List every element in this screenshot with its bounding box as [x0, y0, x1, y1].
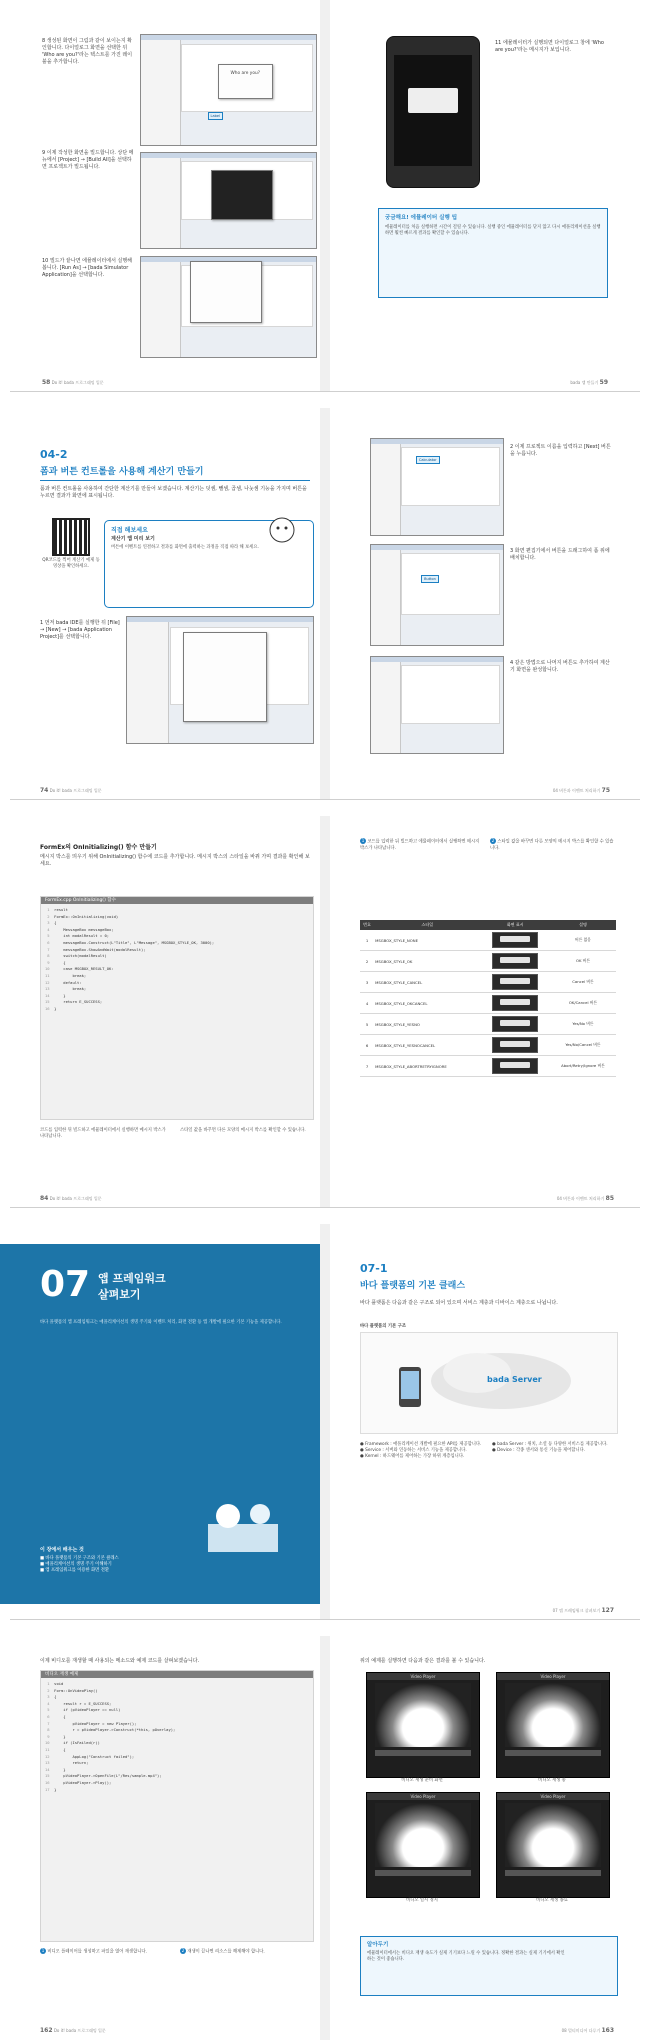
tip-box: [378, 208, 608, 298]
code-line: 4 MessageBox messageBox;: [45, 926, 114, 932]
footer-title: Do it! bada 프로그래밍 입문: [51, 380, 104, 385]
code-lines: [41, 904, 313, 1013]
table-header: 스타일: [374, 920, 481, 930]
learn-item: ■ 앱 프레임워크를 이용한 화면 전환: [40, 1568, 109, 1573]
qr-code-icon: [52, 518, 90, 556]
calculator-screenshot-1: [370, 438, 504, 536]
table-cell: MSGBOX_STYLE_ABORTRETRYIGNORE: [374, 1056, 481, 1077]
table-cell: 1: [360, 930, 374, 951]
step-1-text: 1 먼저 bada IDE를 실행한 뒤 [File] → [New] → [bada Application Project]를 선택합니다.: [40, 620, 120, 640]
table-cell: [481, 993, 550, 1014]
code-note-left: 1 비디오 플레이어를 생성하고 파일을 열어 재생합니다.: [41, 1948, 147, 1955]
phone-title: Video Player: [367, 1793, 479, 1800]
section-number: 04-2: [40, 448, 68, 461]
video-phone-screenshot: [496, 1792, 610, 1898]
table-header: 번호: [360, 920, 374, 930]
step-9-text: 9 이제 작성한 화면을 빌드합니다. 상단 메뉴에서 [Project] → [Build All]을 선택하면 프로젝트가 빌드됩니다.: [42, 150, 134, 170]
bullets-left: ● Framework : 애플리케이션 개발에 필요한 API를 제공합니다. ● Service : 서버와 연동하는 서비스 기능을 제공합니다. ● Kernel : 하드웨어를 제어하는 가장 하위 계층입니다.: [360, 1442, 482, 1459]
code-line: 8 r = pVideoPlayer->Construct(*this, pOverlay);: [45, 1727, 176, 1733]
diagram-label: 바다 플랫폼의 기본 구조: [360, 1324, 406, 1329]
section-number: 07-1: [360, 1262, 388, 1275]
subsection-heading: FormEx의 OnInitializing() 함수 만들기: [40, 844, 157, 851]
step-2-text: 2 이제 프로젝트 이름을 입력하고 [Next] 버튼을 누릅니다.: [510, 444, 611, 457]
footer-right: [562, 2027, 614, 2034]
code-note-left: 코드를 입력한 뒤 빌드하고 에뮬레이터에서 실행하면 메시지 박스가 나타납니다.: [40, 1128, 166, 1139]
control-bar[interactable]: [505, 1750, 601, 1756]
table-cell: 2: [360, 951, 374, 972]
footer-title: 04 버튼과 이벤트 처리하기: [556, 1196, 605, 1201]
code-title: 비디오 재생 예제: [41, 1671, 313, 1678]
page-84: [0, 816, 320, 1208]
step-3-text: 3 화면 편집기에서 버튼을 드래그하여 폼 위에 배치합니다.: [510, 548, 610, 561]
callout-calculator: Calculator: [416, 456, 440, 464]
section-title: 바다 플랫폼의 기본 클래스: [360, 1281, 466, 1291]
mascot-icon: [262, 514, 302, 544]
bullets-right: ● bada Server : 위치, 소셜 등 다양한 서비스를 제공합니다. ● Device : 각종 센서와 통신 기능을 제어합니다.: [492, 1442, 608, 1453]
table-cell: MSGBOX_STYLE_NONE: [374, 930, 481, 951]
calculator-screenshot-3: [370, 656, 504, 754]
tip-title: 궁금해요! 에뮬레이터 실행 팁: [385, 215, 458, 221]
table-row: [360, 1056, 616, 1077]
code-line: 15 return E_SUCCESS;: [45, 999, 103, 1005]
code-title: FormEx.cpp OnInitializing() 함수: [41, 897, 313, 904]
chapter-illustration-icon: [188, 1494, 298, 1554]
code-note-right: 2 재생이 끝나면 리소스를 해제해야 합니다.: [181, 1948, 265, 1955]
gutter: [320, 0, 330, 392]
footer-right: [570, 379, 608, 386]
table-cell: Abort/Retry/Ignore 버튼: [550, 1056, 616, 1077]
server-label: bada Server: [487, 1375, 542, 1384]
table-cell: MSGBOX_STYLE_YESNO: [374, 1014, 481, 1035]
code-line: 1 void: [45, 1681, 64, 1686]
code-line: 4 result r = E_SUCCESS;: [45, 1700, 112, 1706]
footer-right: [553, 787, 610, 794]
table-cell: MSGBOX_STYLE_CANCEL: [374, 972, 481, 993]
step-11-text: 11 에뮬레이터가 실행되면 다이얼로그 창에 'Who are you?'라는 메시지가 보입니다.: [495, 40, 604, 53]
table-cell: Yes/No/Cancel 버튼: [550, 1035, 616, 1056]
spread-4: [0, 1224, 650, 1620]
table-cell: 4: [360, 993, 374, 1014]
control-bar[interactable]: [505, 1870, 601, 1876]
phone-caption: 비디오 일시 정지: [406, 1898, 438, 1903]
code-line: 9 }: [45, 1733, 66, 1739]
section-intro: 폼과 버튼 컨트롤을 사용하여 간단한 계산기를 만들어 보겠습니다. 계산기는 덧셈, 뺄셈, 곱셈, 나눗셈 기능을 가지며 버튼을 누르면 결과가 화면에 표시됩니다.: [40, 486, 307, 499]
code-block-1: [40, 896, 314, 1120]
calculator-screenshot-2: [370, 544, 504, 646]
messagebox-thumbnail: [492, 953, 538, 969]
code-line: 15 pVideoPlayer->OpenFile(L"/Res/sample.mp4");: [45, 1773, 162, 1779]
phone-grid: [360, 1672, 616, 1912]
code-line: 12 default:: [45, 979, 82, 985]
right-intro: 위의 예제를 실행하면 다음과 같은 결과를 볼 수 있습니다.: [360, 1658, 486, 1664]
spread-5: [0, 1636, 650, 2040]
code-line: 2 Form::OnVideoPlay(): [45, 1687, 98, 1693]
code-line: 11 break;: [45, 972, 87, 978]
table-cell: [481, 1056, 550, 1077]
table-header: 화면 표시: [481, 920, 550, 930]
dialog-label: Who are you?: [230, 70, 260, 76]
code-line: 14 }: [45, 1766, 66, 1772]
code-line: 6 messageBox.Construct(L"Title", L"Message", MSGBOX_STYLE_OK, 3000);: [45, 939, 215, 945]
footer-title: Do it! bada 프로그래밍 입문: [53, 2028, 106, 2033]
tip-box: [360, 1936, 618, 1996]
tip-body: 에뮬레이터에서는 비디오 재생 속도가 실제 기기보다 느릴 수 있습니다. 정확한 결과는 실제 기기에서 확인하는 것이 좋습니다.: [367, 1951, 565, 1962]
learn-title: 이 장에서 배우는 것: [40, 1547, 84, 1553]
spread-1: [0, 0, 650, 392]
code-line: 14 }: [45, 992, 66, 998]
page-74: [0, 408, 320, 800]
code-lines: [41, 1678, 313, 1793]
code-line: 5 int modalResult = 0;: [45, 933, 110, 939]
page-number: 162: [40, 2027, 53, 2034]
spread-3: [0, 816, 650, 1208]
platform-diagram: [360, 1332, 618, 1434]
video-phone-screenshot: [366, 1792, 480, 1898]
table-row: [360, 1035, 616, 1056]
table-cell: [481, 972, 550, 993]
qr-caption: QR코드를 찍어 계산기 예제 동영상을 확인하세요.: [42, 558, 100, 569]
chapter-opener-page: [0, 1224, 320, 1620]
video-phone-screenshot: [366, 1672, 480, 1778]
code-line: 11 {: [45, 1746, 66, 1752]
table-cell: Yes/No 버튼: [550, 1014, 616, 1035]
step-8-text: 8 생성된 화면이 그림과 같이 보이는지 확인합니다. 다이얼로그 화면을 선택한 뒤 'Who are you?'라는 텍스트를 가진 레이블을 추가합니다.: [42, 38, 133, 65]
table-row: [360, 951, 616, 972]
code-line: 5 if (pVideoPlayer == null): [45, 1707, 121, 1713]
ide-screenshot-1: [140, 34, 317, 146]
table-row: [360, 1014, 616, 1035]
code-line: 2 FormEx::OnInitializing(void): [45, 913, 119, 919]
messagebox-thumbnail: [492, 974, 538, 990]
table-cell: 버튼 없음: [550, 930, 616, 951]
page-75: [330, 408, 650, 800]
code-line: 10 if (IsFailed(r)): [45, 1740, 100, 1746]
messagebox-thumbnail: [492, 1016, 538, 1032]
control-bar[interactable]: [375, 1750, 471, 1756]
learn-list: [40, 1556, 240, 1574]
footer-title: Do it! bada 프로그래밍 입문: [49, 788, 102, 793]
video-frame: [505, 1683, 601, 1747]
chapter-number: 07: [40, 1264, 91, 1305]
code-line: 9 {: [45, 959, 66, 965]
emulator-phone: [386, 36, 480, 188]
table-cell: MSGBOX_STYLE_OK: [374, 951, 481, 972]
code-line: 1 result: [45, 907, 68, 912]
page-162: [0, 1636, 320, 2040]
chapter-intro: 바다 플랫폼의 앱 프레임워크는 애플리케이션의 생명 주기와 이벤트 처리, 화면 전환 등 앱 개발에 필요한 기본 기능을 제공합니다.: [40, 1320, 282, 1325]
phone-title: Video Player: [497, 1793, 609, 1800]
messagebox-thumbnail: [492, 932, 538, 948]
chapter-title-2: 살펴보기: [98, 1288, 141, 1301]
messagebox-thumbnail: [492, 995, 538, 1011]
title-rule: [40, 480, 310, 481]
code-line: 6 {: [45, 1713, 66, 1719]
control-bar[interactable]: [375, 1870, 471, 1876]
footer-right: [557, 1195, 614, 1202]
video-phone-screenshot: [496, 1672, 610, 1778]
table-row: [360, 972, 616, 993]
page-number: 59: [599, 379, 608, 386]
footer-title: Do it! bada 프로그래밍 입문: [49, 1196, 102, 1201]
bubble-title: 직접 해보세요: [111, 527, 148, 534]
table-cell: MSGBOX_STYLE_YESNOCANCEL: [374, 1035, 481, 1056]
footer-title: bada 앱 만들기: [570, 380, 599, 385]
phone-title: Video Player: [367, 1673, 479, 1680]
step-4-text: 4 같은 방법으로 나머지 버튼도 추가하여 계산기 화면을 완성합니다.: [510, 660, 610, 673]
video-frame: [375, 1683, 471, 1747]
page-127: [330, 1224, 650, 1620]
code-note-right: 스타일 값을 바꾸면 다른 모양의 메시지 박스를 확인할 수 있습니다.: [180, 1128, 306, 1133]
video-frame: [375, 1803, 471, 1867]
code-line: 12 AppLog("Construct failed");: [45, 1753, 135, 1759]
page-85: [330, 816, 650, 1208]
page-58: [0, 0, 320, 392]
page-number: 74: [40, 787, 49, 794]
page-number: 58: [42, 379, 51, 386]
table-cell: OK/Cancel 버튼: [550, 993, 616, 1014]
section-title: 폼과 버튼 컨트롤을 사용해 계산기 만들기: [40, 467, 204, 477]
chapter-title-1: 앱 프레임워크: [98, 1272, 166, 1285]
messagebox-thumbnail: [492, 1058, 538, 1074]
page-number: 127: [601, 1607, 614, 1614]
learn-item: ■ 애플리케이션의 생명 주기 이해하기: [40, 1562, 112, 1567]
code-line: 3 {: [45, 1694, 57, 1700]
learn-item: ■ 바다 플랫폼의 기본 구조와 기본 클래스: [40, 1556, 119, 1561]
table-row: [360, 930, 616, 951]
new-project-screenshot: [126, 616, 314, 744]
ide-screenshot-3: [140, 256, 317, 358]
section-intro: 바다 플랫폼은 다음과 같은 구조로 되어 있으며 서비스 계층과 디바이스 계층으로 나뉩니다.: [360, 1300, 558, 1306]
left-intro: 이제 비디오를 재생할 때 사용되는 메소드와 예제 코드를 살펴보겠습니다.: [40, 1658, 200, 1664]
callout-button: Button: [421, 575, 439, 583]
ide-screenshot-2: [140, 152, 317, 249]
footer-left: [40, 1195, 102, 1202]
code-line: 10 case MSGBOX_RESULT_OK:: [45, 966, 114, 972]
footer-title: 08 멀티미디어 다루기: [561, 2028, 601, 2033]
footer-left: [40, 787, 102, 794]
code-line: 8 switch(modalResult): [45, 953, 107, 959]
page-number: 84: [40, 1195, 49, 1202]
right-note-2: 2 스타일 값을 바꾸면 다른 모양의 메시지 박스를 확인할 수 있습니다.: [490, 838, 614, 851]
bubble-subtitle: 계산기 앱 미리 보기: [111, 536, 155, 542]
table-cell: [481, 1014, 550, 1035]
subsection-paragraph: 메시지 박스를 띄우기 위해 OnInitializing() 함수에 코드를 추가합니다. 메시지 박스의 스타일을 바꿔 가며 결과를 확인해 보세요.: [40, 854, 310, 867]
code-line: 16 }: [45, 1005, 57, 1011]
phone-caption: 비디오 재생 중: [538, 1778, 566, 1783]
page-163: [330, 1636, 650, 2040]
right-note-1: 1 코드를 입력한 뒤 빌드하고 에뮬레이터에서 실행하면 메시지 박스가 나타납니다.: [360, 838, 480, 851]
bubble-body: 버튼에 이벤트를 연결하고 결과를 화면에 출력하는 과정을 직접 따라 해 보세요.: [111, 545, 259, 550]
code-line: 13 return;: [45, 1760, 89, 1766]
table-cell: [481, 1035, 550, 1056]
video-frame: [505, 1803, 601, 1867]
code-line: 16 pVideoPlayer->Play();: [45, 1779, 112, 1785]
code-line: 17 }: [45, 1786, 57, 1792]
code-line: 3 {: [45, 920, 57, 926]
table-cell: OK 버튼: [550, 951, 616, 972]
table-header: 설명: [550, 920, 616, 930]
table-cell: 3: [360, 972, 374, 993]
page-number: 163: [601, 2027, 614, 2034]
code-line: 13 break;: [45, 986, 87, 992]
table-cell: MSGBOX_STYLE_OKCANCEL: [374, 993, 481, 1014]
messagebox-thumbnail: [492, 1037, 538, 1053]
tip-title: 알아두기: [367, 1942, 389, 1948]
phone-caption: 비디오 재생 준비 화면: [401, 1778, 443, 1783]
footer-title: 04 버튼과 이벤트 처리하기: [552, 788, 601, 793]
page-number: 85: [605, 1195, 614, 1202]
table-cell: 6: [360, 1035, 374, 1056]
phone-title: Video Player: [497, 1673, 609, 1680]
table-cell: 5: [360, 1014, 374, 1035]
table-cell: [481, 930, 550, 951]
table-cell: Cancel 버튼: [550, 972, 616, 993]
code-block-2: [40, 1670, 314, 1942]
footer-right: [553, 1607, 614, 1614]
step-10-text: 10 빌드가 끝나면 에뮬레이터에서 실행해 봅니다. [Run As] → [bada Simulator Application]을 선택합니다.: [42, 258, 133, 278]
page-59: [330, 0, 650, 392]
code-line: 7 messageBox.ShowAndWait(modalResult);: [45, 946, 146, 952]
footer-left: [42, 379, 104, 386]
footer-left: [40, 2027, 106, 2034]
table-cell: 7: [360, 1056, 374, 1077]
footer-title: 07 앱 프레임워크 살펴보기: [552, 1608, 601, 1613]
page-number: 75: [601, 787, 610, 794]
table-cell: [481, 951, 550, 972]
table-row: [360, 993, 616, 1014]
code-line: 7 pVideoPlayer = new Player();: [45, 1720, 137, 1726]
tip-body: 에뮬레이터를 처음 실행하면 시간이 걸릴 수 있습니다. 실행 중인 에뮬레이터를 닫지 않고 다시 애플리케이션을 실행하면 훨씬 빠르게 결과를 확인할 수 있습니다.: [385, 225, 601, 236]
phone-caption: 비디오 재생 종료: [536, 1898, 568, 1903]
callout-label: Label: [208, 112, 223, 120]
style-table: [360, 920, 616, 1077]
spread-2: [0, 408, 650, 800]
